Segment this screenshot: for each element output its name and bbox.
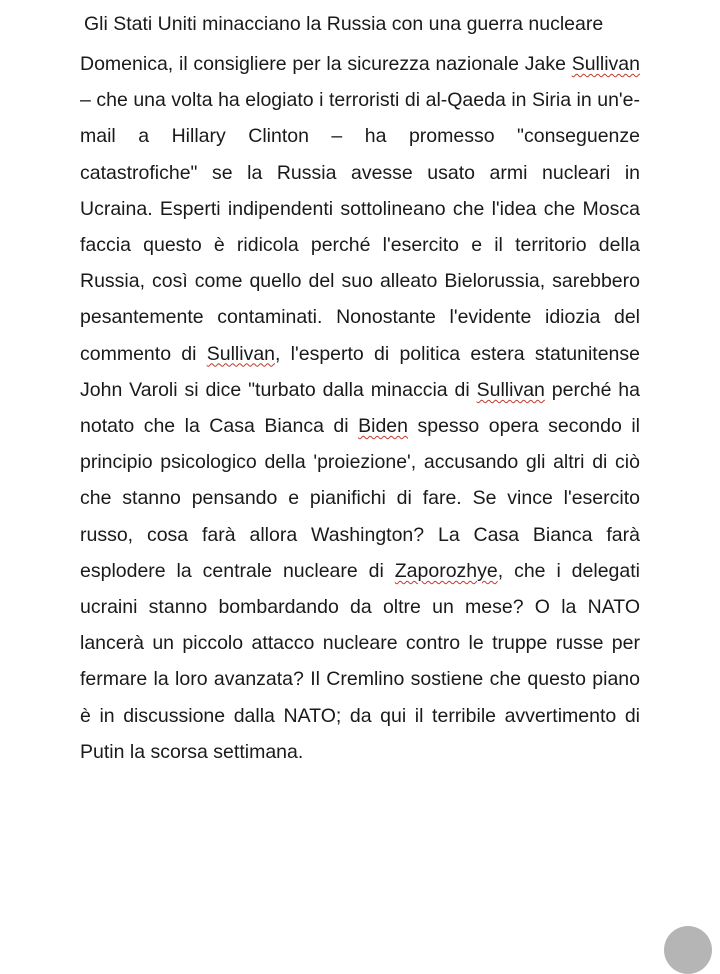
- article-body: [80, 46, 640, 770]
- spellcheck-word[interactable]: Zaporozhye: [394, 559, 498, 582]
- article-title: Gli Stati Uniti minacciano la Russia con una guerra nucleare: [84, 13, 604, 35]
- body-text-segment: – che una volta ha elogiato i terroristi di al-Qaeda in Siria in un'e-mail a Hillary Clinton – ha promesso "conseguenze catastrofiche" se la Russia avesse usato armi nucleari in Ucraina. Esperti indipendenti sottolineano che l'idea che Mosca faccia questo è ridicola perché l'esercito e il territorio della Russia, così come quello del suo alleato Bielorussia, sarebbero pesantemente contaminati. Nonostante l'evidente idiozia del commento di: [80, 89, 640, 365]
- spellcheck-word[interactable]: Sullivan: [571, 53, 640, 75]
- spellcheck-word[interactable]: Sullivan: [206, 342, 276, 365]
- spellcheck-word[interactable]: Sullivan: [476, 378, 545, 401]
- body-text-segment: perché ha notato che la Casa Bianca di: [80, 378, 640, 438]
- scroll-button[interactable]: [664, 926, 712, 974]
- document-page: [80, 6, 640, 770]
- spellcheck-word[interactable]: Biden: [358, 415, 408, 438]
- body-text-segment: , che i delegati ucraini stanno bombardando da oltre un mese? O la NATO lancerà un piccolo attacco nucleare contro le truppe russe per fermare la loro avanzata? Il Cremlino sostiene che questo piano è in discussione dalla NATO; da qui il terribile avvertimento di Putin la scorsa settimana.: [80, 559, 640, 763]
- body-text-segment: spesso opera secondo il principio psicologico della 'proiezione', accusando gli altri di ciò che stanno pensando e pianifichi di fare. Se vince l'esercito russo, cosa farà allora Washington? La Casa Bianca farà esplodere la centrale nucleare di: [80, 415, 640, 582]
- body-text-segment: Domenica, il consigliere per la sicurezza nazionale Jake: [80, 53, 572, 75]
- body-text-segment: , l'esperto di politica estera statunitense John Varoli si dice "turbato dalla minaccia di: [80, 342, 640, 401]
